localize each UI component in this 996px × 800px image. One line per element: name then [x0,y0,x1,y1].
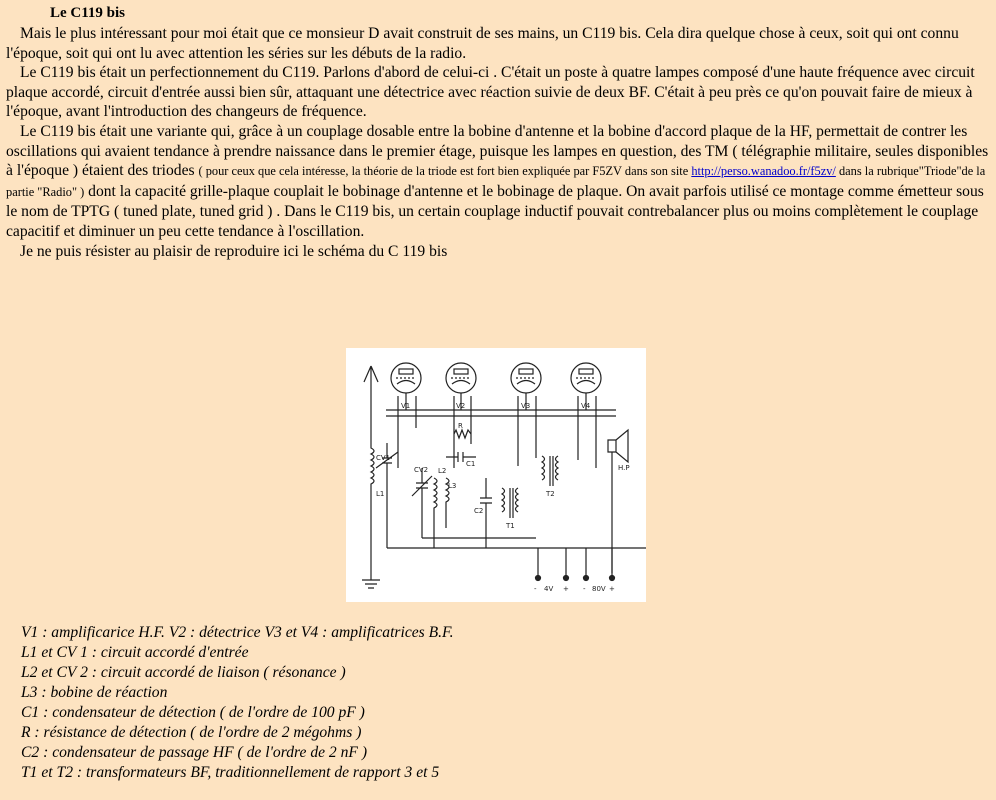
label-l2: L2 [438,467,447,475]
label-c2: C2 [474,507,484,515]
label-t1: T1 [506,522,515,530]
legend-line: R : résistance de détection ( de l'ordre de 2 mégohms ) [21,724,362,741]
paragraph-2: Le C119 bis était un perfectionnement du C119. Parlons d'abord de celui-ci . C'était un poste à quatre lampes composé d'une haute fréquence avec circuit plaque accordé, circuit d'entrée aussi bien sûr, attaquant une détectrice avec réaction suivie de deux BF. C'était à peu près ce qu'on pouvait faire de mieux à l'époque, avant l'introduction des changeurs de fréquence. [6,64,975,121]
schematic-legend [21,623,981,783]
battery-label-80v: 80V [592,585,606,593]
legend-line: V1 : amplificarice H.F. V2 : détectrice V3 et V4 : amplificatrices B.F. [21,624,454,641]
speaker-icon [608,430,628,462]
c119-schematic [346,348,646,602]
legend-line: L1 et CV 1 : circuit accordé d'entrée [21,644,249,661]
battery-plus-80v: + [609,585,615,593]
legend-line: C2 : condensateur de passage HF ( de l'ordre de 2 nF ) [21,744,368,761]
paragraph-1: Mais le plus intéressant pour moi était que ce monsieur D avait construit de ses mains, un C119 bis. Cela dira quelque chose à ceux, soit qui ont connu l'époque, soit qui ont lu avec attention les séries sur les débuts de la radio. [6,25,959,62]
label-l1: L1 [376,490,385,498]
label-c1: C1 [466,460,476,468]
tube-label-v3: V3 [521,402,531,410]
paragraph-3-text-a: Le C119 bis était une variante qui, grâce à un couplage dosable entre la bobine d'antenne et la bobine d'accord plaque de la HF, permettait de contrer les oscillations qui avaient tendance à prendre naissance dans le premier étage, puisque les lampes en question, des TM ( télégraphie militaire, seules disponibles à l'époque ) étaient des triodes [6,122,989,180]
label-cv1: CV1 [376,454,391,462]
tube-v1 [391,363,421,393]
label-cv2: CV2 [414,466,429,474]
paragraph-3-aside-text: ( pour ceux que cela intéresse, la théorie de la triode est fort bien expliquée par F5ZV dans son site [198,164,689,179]
legend-line: L2 et CV 2 : circuit accordé de liaison ( résonance ) [21,664,346,681]
tube-label-v2: V2 [456,402,466,410]
paragraph-3 [6,122,990,242]
battery-label-4v: 4V [544,585,554,593]
tube-v4 [571,363,601,393]
cv2-capacitor [412,468,432,538]
schematic-drawing [346,348,646,602]
coil-l2 [434,478,437,533]
legend-line: T1 et T2 : transformateurs BF, traditionnellement de rapport 3 et 5 [21,764,440,781]
paragraph-4: Je ne puis résister au plaisir de reproduire ici le schéma du C 119 bis [20,242,448,260]
ground-bus [387,533,646,548]
filament-bus [386,410,616,416]
paragraph-3-text-d: dont la capacité grille-plaque couplait le bobinage d'antenne et le bobinage de plaque. On avait parfois utilisé ce montage comme émetteur sous le nom de TPTG ( tuned plate, tuned grid ) . Dans le C119 bis, un certain couplage inductif pouvait contrebalancer plus ou moins complètement le couplage capacitif et diminuer un peu cette tendance à l'oscillation. [6,182,984,240]
transformer-t2 [542,456,558,486]
tube-v3 [511,363,541,393]
label-t2: T2 [546,490,555,498]
resistor-r [454,430,471,438]
page-title: Le C119 bis [50,5,126,21]
tube-label-v4: V4 [581,402,591,410]
legend-line: L3 : bobine de réaction [21,684,168,701]
label-hp: H.P [618,464,630,472]
label-r: R [458,422,463,430]
battery-minus-4v: - [534,585,537,593]
paragraph-3-aside-end: dans la rubrique"Triode"de la partie "Radio" ) [6,164,986,199]
label-l3: L3 [448,482,457,490]
antenna-icon [364,366,378,438]
f5zv-link[interactable]: http://perso.wanadoo.fr/f5zv/ [691,164,836,179]
article [6,4,990,261]
battery-plus-4v: + [563,585,569,593]
coil-l1 [371,438,374,558]
tube-v2 [446,363,476,393]
battery-minus-80v: - [583,585,586,593]
transformer-t1 [502,488,518,518]
legend-line: C1 : condensateur de détection ( de l'ordre de 100 pF ) [21,704,365,721]
tube-label-v1: V1 [401,402,411,410]
